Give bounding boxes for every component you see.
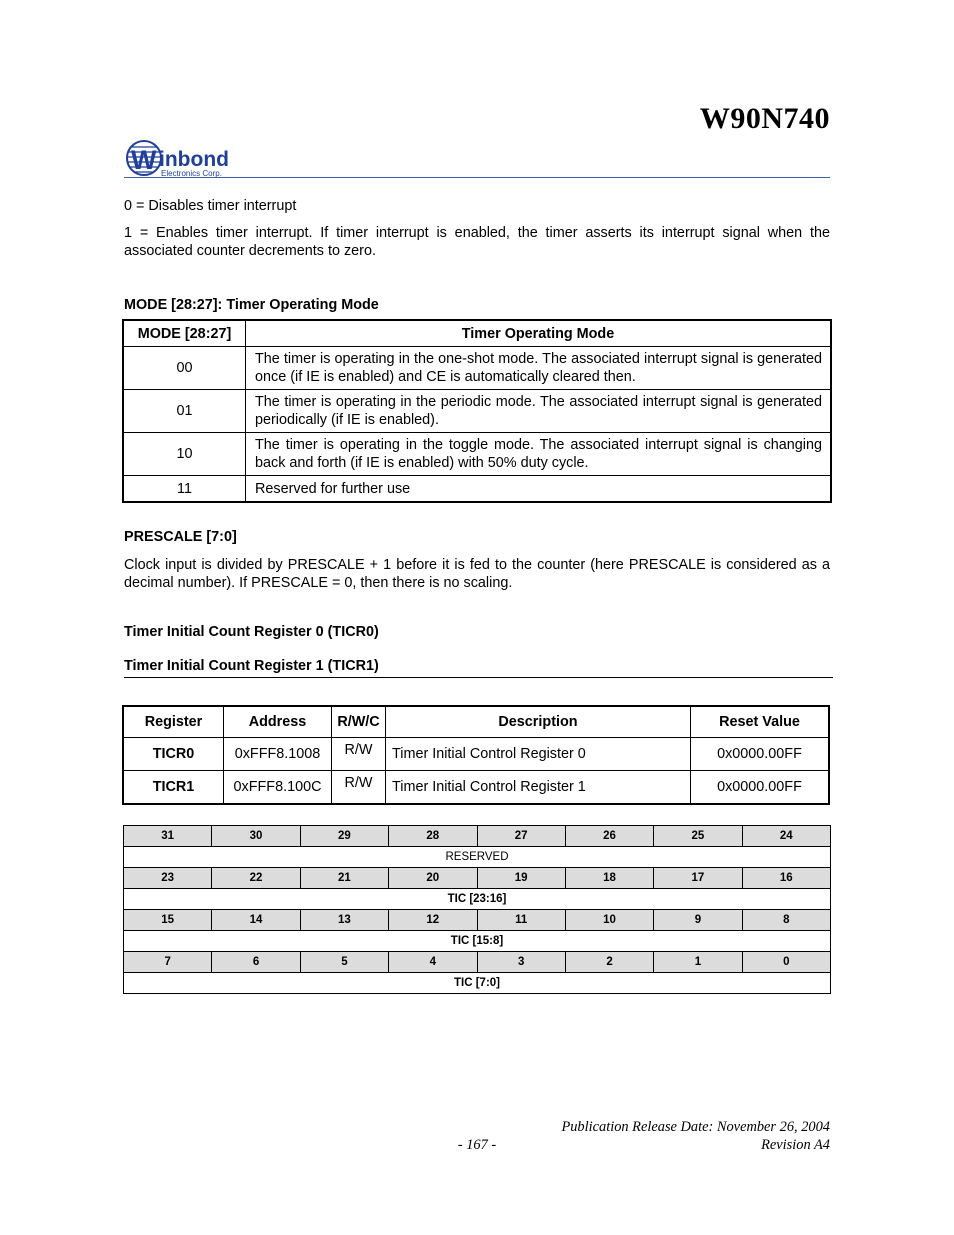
bit-number: 14 [212,910,300,931]
ie-enable-text: 1 = Enables timer interrupt. If timer interrupt is enabled, the timer asserts its interrupt signal when the associated counter decrements to zero. [124,225,830,259]
bit-number: 2 [565,952,653,973]
register-access: R/W [332,771,386,805]
revision: Revision A4 [761,1137,830,1153]
ticr0-heading: Timer Initial Count Register 0 (TICR0) [124,624,379,640]
register-table [122,705,830,805]
mode-description: The timer is operating in the periodic mode. The associated interrupt signal is generated periodically (if IE is enabled). [246,390,832,433]
publication-date: Publication Release Date: November 26, 2004 [561,1119,830,1135]
bit-field-tic-23-16: TIC [23:16] [124,889,831,910]
bit-number: 15 [124,910,212,931]
bit-number: 19 [477,868,565,889]
bit-number: 23 [124,868,212,889]
register-reset-value: 0x0000.00FF [691,771,830,805]
bit-number: 12 [389,910,477,931]
bit-field-row [124,847,831,868]
register-reset-value: 0x0000.00FF [691,738,830,771]
bit-number-row [124,868,831,889]
register-table-header [123,706,829,738]
register-access: R/W [332,738,386,771]
bit-number: 5 [300,952,388,973]
bit-number: 0 [742,952,830,973]
bit-field-tic-7-0: TIC [7:0] [124,973,831,994]
table-row [123,476,831,503]
bit-map-table [123,825,831,994]
logo-initial: W [131,145,157,175]
register-description: Timer Initial Control Register 1 [386,771,691,805]
logo-subtext: Electronics Corp. [161,169,222,178]
bit-number: 28 [389,826,477,847]
bit-number-row [124,910,831,931]
bit-number: 27 [477,826,565,847]
bit-number: 18 [565,868,653,889]
mode-table [122,319,832,503]
table-row [123,347,831,390]
header-divider [124,177,830,178]
bit-number: 8 [742,910,830,931]
bit-number: 20 [389,868,477,889]
table-row [123,738,829,771]
document-title: W90N740 [699,102,830,135]
bit-number: 21 [300,868,388,889]
ticr-divider [124,677,833,678]
reset-value-col-header: Reset Value [691,706,830,738]
bit-number-row [124,952,831,973]
register-col-header: Register [123,706,224,738]
address-col-header: Address [224,706,332,738]
mode-code: 11 [123,476,246,503]
register-address: 0xFFF8.1008 [224,738,332,771]
mode-heading: MODE [28:27]: Timer Operating Mode [124,297,379,313]
mode-description: Reserved for further use [246,476,832,503]
description-col-header: Description [386,706,691,738]
bit-number: 7 [124,952,212,973]
bit-number: 26 [565,826,653,847]
ie-disable-text: 0 = Disables timer interrupt [124,198,297,214]
bit-number: 1 [654,952,742,973]
bit-number: 3 [477,952,565,973]
register-name: TICR0 [123,738,224,771]
register-description: Timer Initial Control Register 0 [386,738,691,771]
table-row [123,390,831,433]
bit-number: 24 [742,826,830,847]
bit-number: 16 [742,868,830,889]
mode-code: 01 [123,390,246,433]
winbond-logo-icon [124,138,304,180]
mode-code: 00 [123,347,246,390]
bit-field-row [124,973,831,994]
bit-number: 13 [300,910,388,931]
mode-code: 10 [123,433,246,476]
bit-number: 6 [212,952,300,973]
bit-number-row [124,826,831,847]
bit-field-row [124,889,831,910]
bit-field-reserved: RESERVED [124,847,831,868]
table-row [123,433,831,476]
register-address: 0xFFF8.100C [224,771,332,805]
bit-number: 11 [477,910,565,931]
bit-number: 10 [565,910,653,931]
register-name: TICR1 [123,771,224,805]
logo-wordmark: inbond [159,148,229,171]
bit-number: 4 [389,952,477,973]
bit-number: 9 [654,910,742,931]
bit-field-row [124,931,831,952]
page-number: - 167 - [457,1137,497,1153]
prescale-heading: PRESCALE [7:0] [124,529,237,545]
operating-mode-col-header: Timer Operating Mode [246,320,832,347]
bit-field-tic-15-8: TIC [15:8] [124,931,831,952]
table-row [123,771,829,805]
winbond-logo [124,138,304,180]
bit-number: 31 [124,826,212,847]
mode-col-header: MODE [28:27] [123,320,246,347]
mode-description: The timer is operating in the one-shot mode. The associated interrupt signal is generated once (if IE is enabled) and CE is automatically cleared then. [246,347,832,390]
ticr1-heading: Timer Initial Count Register 1 (TICR1) [124,658,379,674]
mode-description: The timer is operating in the toggle mode. The associated interrupt signal is changing back and forth (if IE is enabled) with 50% duty cycle. [246,433,832,476]
bit-number: 30 [212,826,300,847]
bit-number: 22 [212,868,300,889]
bit-number: 25 [654,826,742,847]
bit-number: 17 [654,868,742,889]
mode-table-header [123,320,831,347]
rwc-col-header: R/W/C [332,706,386,738]
prescale-text: Clock input is divided by PRESCALE + 1 before it is fed to the counter (here PRESCALE is considered as a decimal number). If PRESCALE = 0, then there is no scaling. [124,557,830,591]
bit-number: 29 [300,826,388,847]
